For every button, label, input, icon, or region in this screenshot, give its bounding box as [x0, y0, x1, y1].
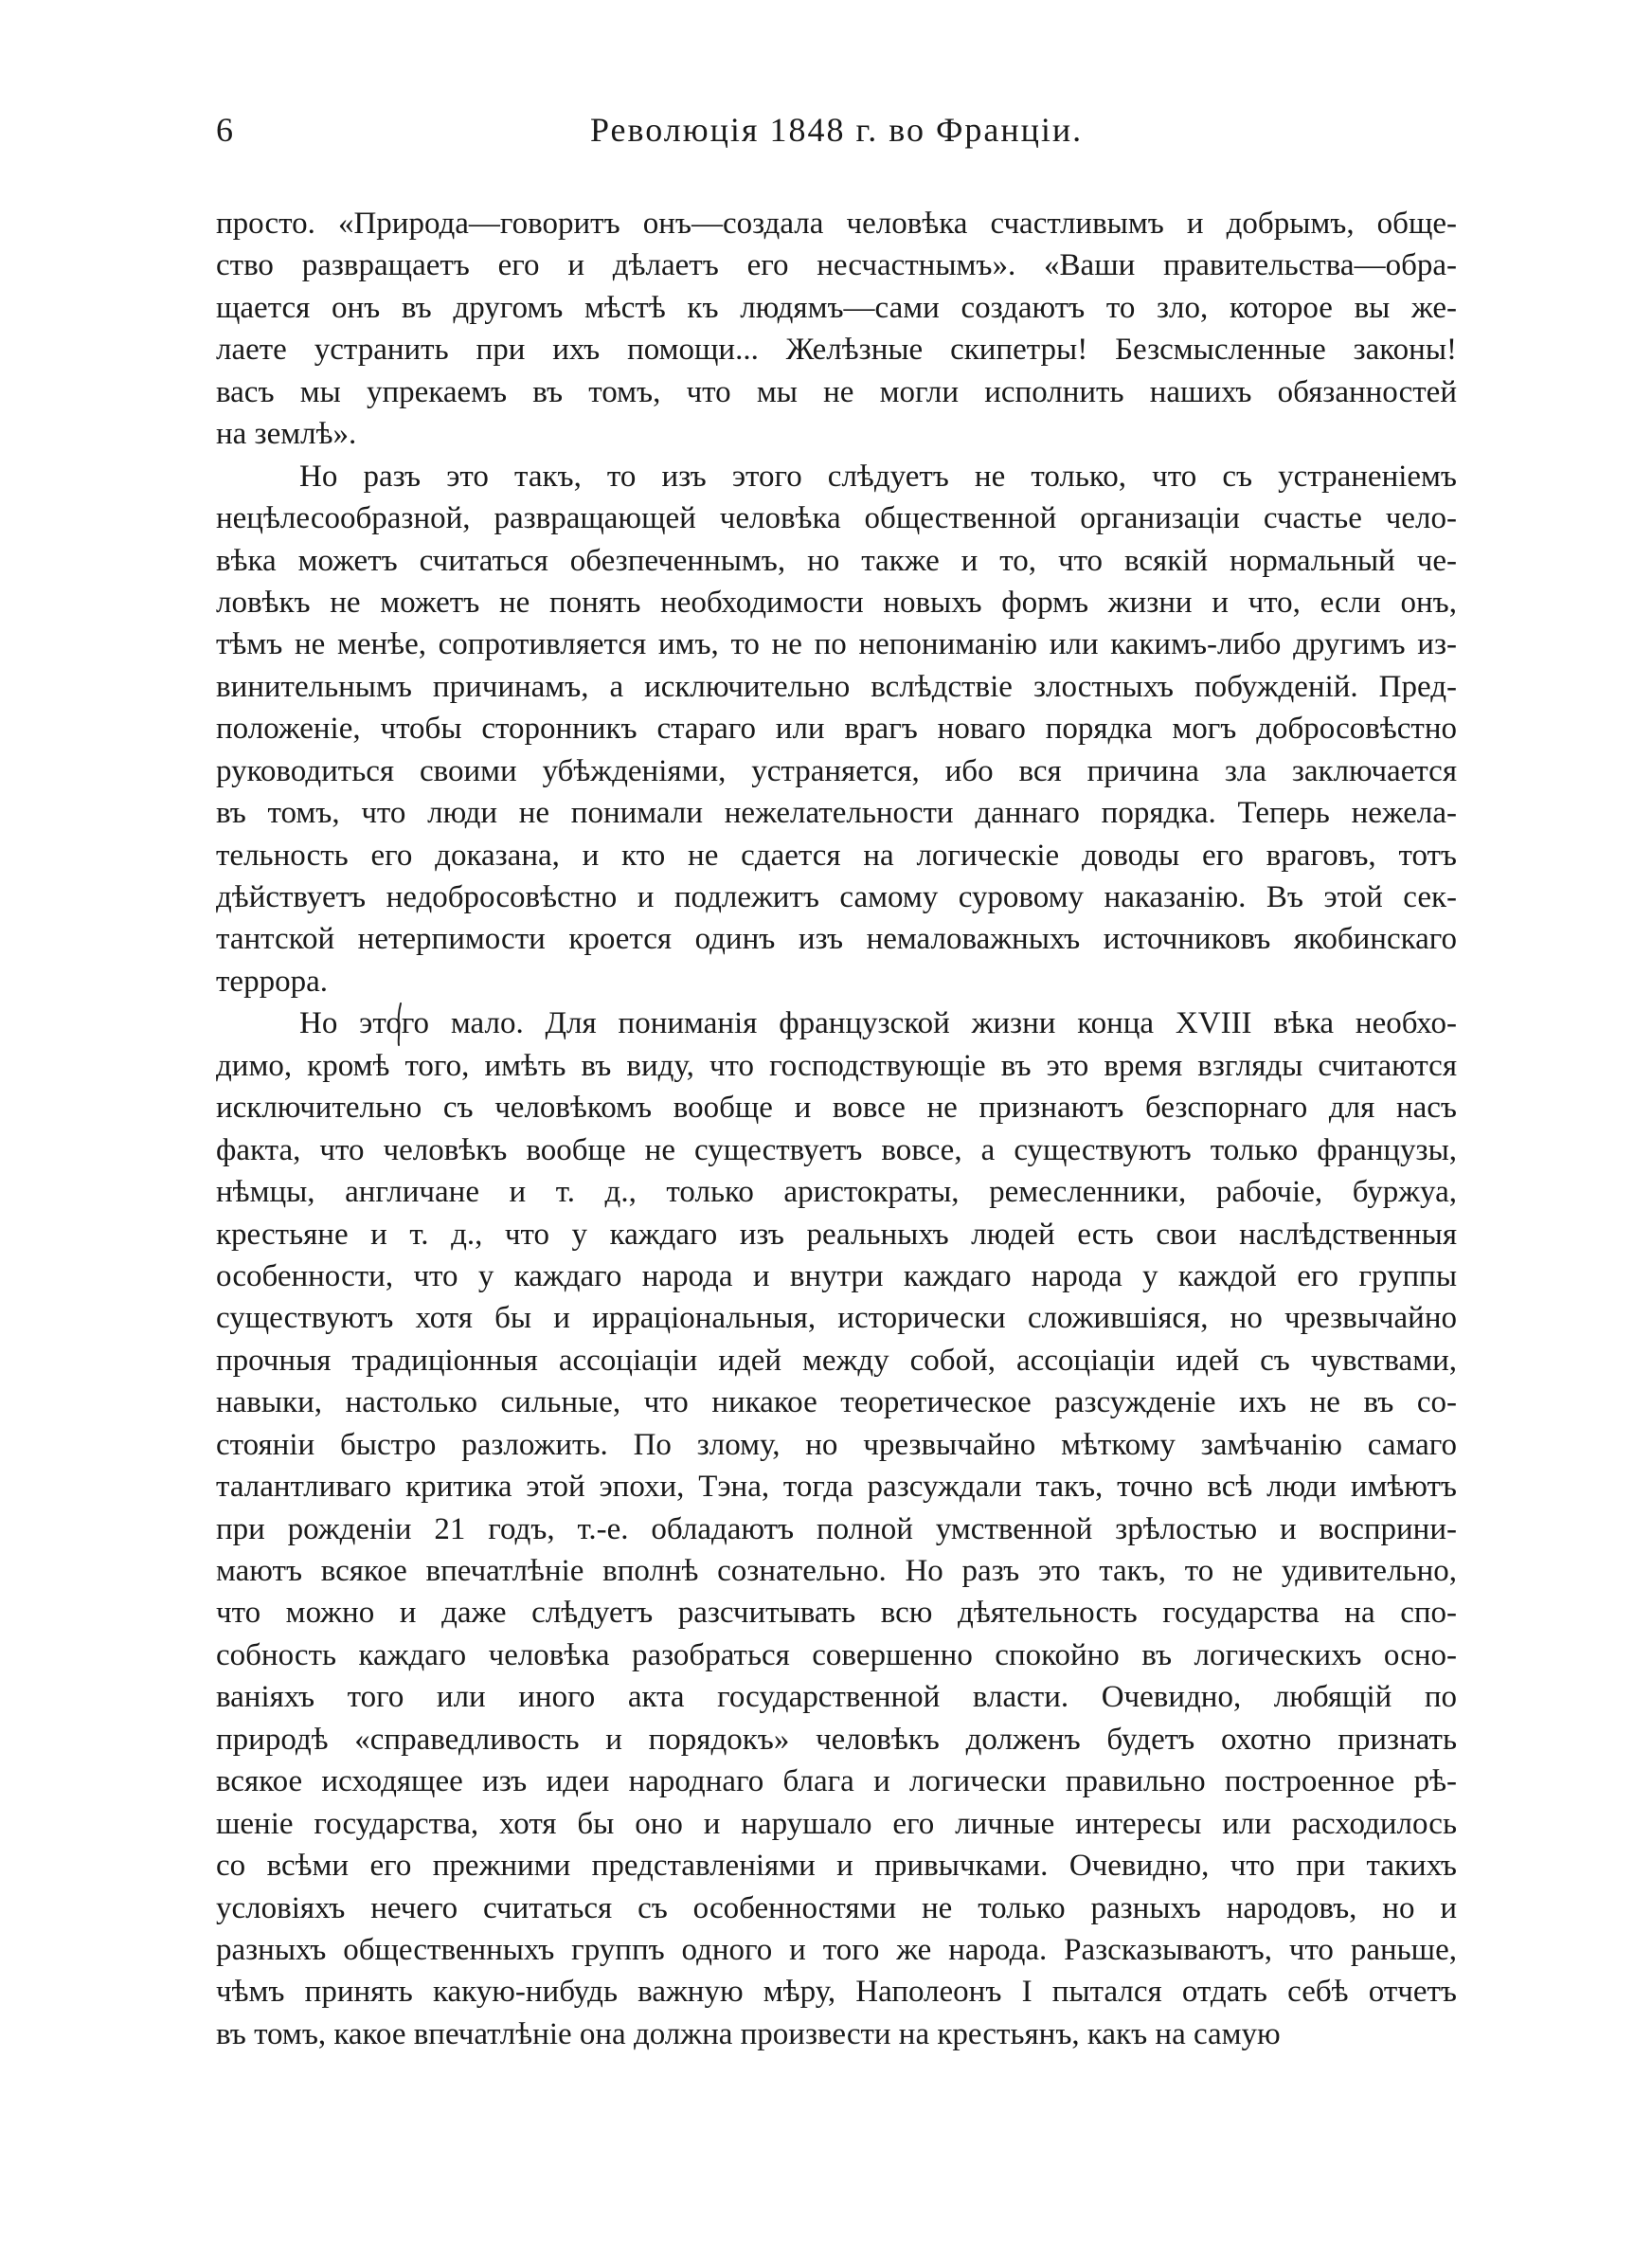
- text-line: Но этого мало. Для пониманія французской жизни конца XVIII вѣка необхо-: [299, 1006, 1457, 1041]
- paragraph: [216, 1002, 1457, 2055]
- text-line: особенности, что у каждаго народа и внутри каждаго народа у каждой его группы: [216, 1258, 1457, 1293]
- text-line: маютъ всякое впечатлѣніе вполнѣ сознательно. Но разъ это такъ, то не удивительно,: [216, 1554, 1457, 1588]
- text-line: щается онъ въ другомъ мѣстѣ къ людямъ—сами создаютъ то зло, которое вы же-: [216, 290, 1457, 325]
- text-line: талантливаго критика этой эпохи, Тэна, тогда разсуждали такъ, точно всѣ люди имѣютъ: [216, 1470, 1457, 1505]
- text-line: на землѣ».: [216, 417, 357, 452]
- text-line: шеніе государства, хотя бы оно и нарушало его личные интересы или расходилось: [216, 1806, 1457, 1841]
- text-line: навыки, настолько сильные, что никакое теоретическое разсужденіе ихъ не въ со-: [216, 1385, 1457, 1420]
- text-line: дѣйствуетъ недобросовѣстно и подлежитъ самому суровому наказанію. Въ этой сек-: [216, 880, 1457, 914]
- text-line: чѣмъ принять какую-нибудь важную мѣру, Наполеонъ I пытался отдать себѣ отчетъ: [216, 1975, 1457, 2010]
- text-line: винительнымъ причинамъ, а исключительно вслѣдствіе злостныхъ побужденій. Пред-: [216, 669, 1457, 704]
- text-line: нѣмцы, англичане и т. д., только аристократы, ремесленники, рабочіе, буржуа,: [216, 1175, 1457, 1210]
- text-line: въ томъ, что люди не понимали нежелательности даннаго порядка. Теперь нежела-: [216, 796, 1457, 831]
- text-line: условіяхъ нечего считаться съ особенностями не только разныхъ народовъ, но и: [216, 1890, 1457, 1925]
- text-line: всякое исходящее изъ идеи народнаго блага и логически правильно построенное рѣ-: [216, 1764, 1457, 1799]
- running-header: [216, 110, 1457, 167]
- running-title: Революція 1848 г. во Франціи.: [590, 111, 1084, 149]
- text-line: исключительно съ человѣкомъ вообще и вовсе не признаютъ безспорнаго для насъ: [216, 1091, 1457, 1126]
- paragraph: [216, 203, 1457, 456]
- text-line: стояніи быстро разложить. По злому, но чрезвычайно мѣткому замѣчанію самаго: [216, 1427, 1457, 1462]
- text-line: террора.: [216, 964, 328, 999]
- text-line: крестьяне и т. д., что у каждаго изъ реальныхъ людей есть свои наслѣдственныя: [216, 1217, 1457, 1252]
- text-line: ваніяхъ того или иного акта государственной власти. Очевидно, любящій по: [216, 1680, 1457, 1715]
- text-line: руководиться своими убѣжденіями, устраняется, ибо вся причина зла заключается: [216, 753, 1457, 788]
- text-line: нецѣлесообразной, развращающей человѣка общественной организаціи счастье чело-: [216, 501, 1457, 536]
- text-line: природѣ «справедливость и порядокъ» человѣкъ долженъ будетъ охотно признать: [216, 1722, 1457, 1757]
- page-number: 6: [216, 111, 234, 149]
- pencil-mark-icon: [395, 1002, 404, 1047]
- text-line: положеніе, чтобы сторонникъ стараго или врагъ новаго порядка могъ добросовѣстно: [216, 712, 1457, 747]
- text-line: тельность его доказана, и кто не сдается на логическіе доводы его враговъ, тотъ: [216, 838, 1457, 873]
- text-line: димо, кромѣ того, имѣть въ виду, что господствующіе въ это время взгляды считаются: [216, 1048, 1457, 1083]
- text-line: прочныя традиціонныя ассоціаціи идей между собой, ассоціаціи идей съ чувствами,: [216, 1343, 1457, 1378]
- text-line: въ томъ, какое впечатлѣніе она должна произвести на крестьянъ, какъ на самую: [216, 2016, 1281, 2051]
- text-line: что можно и даже слѣдуетъ разсчитывать всю дѣятельность государства на спо-: [216, 1596, 1457, 1631]
- text-line: ство развращаетъ его и дѣлаетъ его несчастнымъ». «Ваши правительства—обра-: [216, 248, 1457, 283]
- text-line: собность каждаго человѣка разобраться совершенно спокойно въ логическихъ осно-: [216, 1637, 1457, 1672]
- text-line: факта, что человѣкъ вообще не существуетъ вовсе, а существуютъ только французы,: [216, 1132, 1457, 1167]
- text-line: существуютъ хотя бы и ирраціональныя, исторически сложившіяся, но чрезвычайно: [216, 1301, 1457, 1336]
- text-line: просто. «Природа—говоритъ онъ—создала человѣка счастливымъ и добрымъ, обще-: [216, 207, 1457, 241]
- paragraph: [216, 456, 1457, 1003]
- text-line: тѣмъ не менѣе, сопротивляется имъ, то не по непониманію или какимъ-либо другимъ из-: [216, 627, 1457, 662]
- text-line: лаете устранить при ихъ помощи... Желѣзные скипетры! Безсмысленные законы!: [216, 333, 1457, 368]
- text-line: васъ мы упрекаемъ въ томъ, что мы не могли исполнить нашихъ обязанностей: [216, 374, 1457, 409]
- text-line: ловѣкъ не можетъ не понять необходимости новыхъ формъ жизни и что, если онъ,: [216, 585, 1457, 620]
- text-line: разныхъ общественныхъ группъ одного и того же народа. Разсказываютъ, что раньше,: [216, 1932, 1457, 1967]
- text-line: тантской нетерпимости кроется одинъ изъ немаловажныхъ источниковъ якобинскаго: [216, 922, 1457, 957]
- text-line: вѣка можетъ считаться обезпеченнымъ, но также и то, что всякій нормальный че-: [216, 543, 1457, 578]
- body-text: [216, 203, 1457, 2055]
- text-line: Но разъ это такъ, то изъ этого слѣдуетъ не только, что съ устраненіемъ: [299, 459, 1457, 494]
- text-line: со всѣми его прежними представленіями и привычками. Очевидно, что при такихъ: [216, 1849, 1457, 1884]
- text-line: при рожденіи 21 годъ, т.-е. обладаютъ полной умственной зрѣлостью и восприни-: [216, 1511, 1457, 1546]
